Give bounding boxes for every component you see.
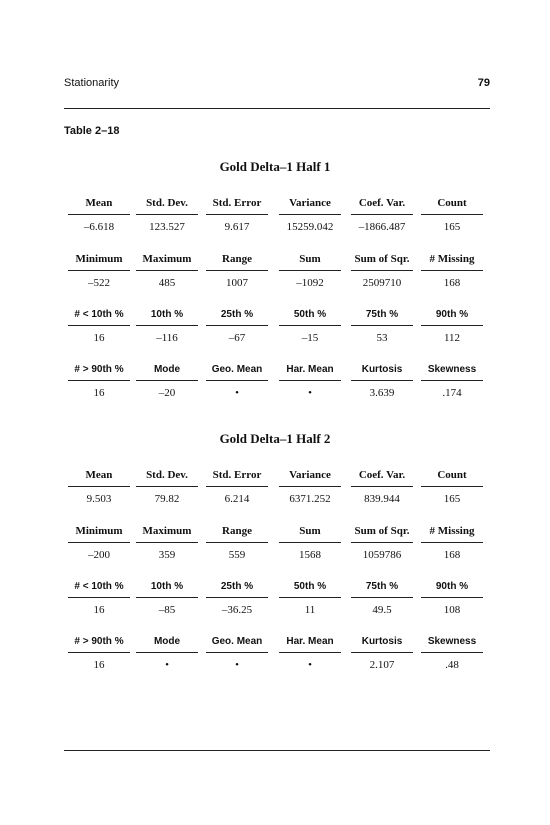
stat-value: 16 xyxy=(93,659,105,671)
stat-value: • xyxy=(235,387,239,399)
label-underline xyxy=(206,542,268,543)
stat-value-row xyxy=(64,387,490,403)
stat-value: 9.617 xyxy=(224,221,250,233)
stat-label: Coef. Var. xyxy=(358,197,406,209)
stat-value-row xyxy=(64,604,490,620)
label-underline xyxy=(206,214,268,215)
stat-label: Geo. Mean xyxy=(211,364,263,375)
stat-label-row xyxy=(64,635,490,651)
label-underline xyxy=(206,486,268,487)
stat-label: Sum of Sqr. xyxy=(354,253,410,265)
stat-value: 6371.252 xyxy=(289,493,331,505)
label-underline xyxy=(351,542,413,543)
stat-value-row xyxy=(64,493,490,509)
label-underline xyxy=(206,270,268,271)
label-underline xyxy=(279,380,341,381)
stat-label: Mean xyxy=(85,469,113,481)
label-underline xyxy=(421,652,483,653)
label-underline xyxy=(351,325,413,326)
stat-label-row xyxy=(64,197,490,213)
stat-value: 16 xyxy=(93,604,105,616)
stat-value: 1007 xyxy=(226,277,248,289)
label-underline xyxy=(136,652,198,653)
stat-value: 53 xyxy=(376,332,388,344)
stat-value: • xyxy=(308,387,312,399)
stat-label: 75th % xyxy=(365,309,399,320)
stat-value: 559 xyxy=(228,549,246,561)
stat-label: Variance xyxy=(289,469,331,481)
label-underline xyxy=(136,542,198,543)
table-id: Table 2–18 xyxy=(64,125,120,137)
stat-label: Maximum xyxy=(142,253,192,265)
label-underline xyxy=(206,325,268,326)
stat-label: Sum xyxy=(299,253,321,265)
stat-label: 75th % xyxy=(365,581,399,592)
label-underline xyxy=(279,270,341,271)
stat-label: Std. Error xyxy=(212,197,262,209)
stat-label: Kurtosis xyxy=(361,364,403,375)
label-underline xyxy=(421,214,483,215)
stat-value: 16 xyxy=(93,387,105,399)
label-underline xyxy=(279,325,341,326)
stat-value-row xyxy=(64,277,490,293)
stat-value: 1059786 xyxy=(362,549,402,561)
stat-value: 112 xyxy=(443,332,461,344)
stat-value: 485 xyxy=(158,277,176,289)
stat-value: –200 xyxy=(88,549,110,561)
stat-label: Sum xyxy=(299,525,321,537)
stat-value: • xyxy=(165,659,169,671)
stat-value: • xyxy=(235,659,239,671)
stat-value: 2509710 xyxy=(362,277,402,289)
stat-value: .48 xyxy=(445,659,459,671)
label-underline xyxy=(351,597,413,598)
label-underline xyxy=(68,270,130,271)
page-number: 79 xyxy=(477,77,490,89)
label-underline xyxy=(421,270,483,271)
stat-label: Count xyxy=(437,197,467,209)
stat-label: 90th % xyxy=(435,309,469,320)
label-underline xyxy=(136,486,198,487)
stat-value: –1866.487 xyxy=(358,221,406,233)
stat-value: 839.944 xyxy=(364,493,400,505)
label-underline xyxy=(421,325,483,326)
stat-label: Std. Error xyxy=(212,469,262,481)
label-underline xyxy=(68,380,130,381)
stat-value: 108 xyxy=(443,604,461,616)
stat-label-row xyxy=(64,308,490,324)
label-underline xyxy=(421,597,483,598)
stat-label: Sum of Sqr. xyxy=(354,525,410,537)
label-underline xyxy=(68,325,130,326)
stat-label: 10th % xyxy=(150,309,184,320)
stat-value-row xyxy=(64,549,490,565)
stat-label: Skewness xyxy=(427,364,477,375)
stat-value: .174 xyxy=(442,387,462,399)
stat-label: Minimum xyxy=(75,253,123,265)
label-underline xyxy=(351,486,413,487)
label-underline xyxy=(206,380,268,381)
stat-value: 165 xyxy=(443,221,461,233)
section-title: Gold Delta–1 Half 2 xyxy=(219,431,331,446)
label-underline xyxy=(136,325,198,326)
stat-label: Count xyxy=(437,469,467,481)
stat-label: Maximum xyxy=(142,525,192,537)
label-underline xyxy=(136,270,198,271)
stat-value: –67 xyxy=(228,332,246,344)
stat-label-row xyxy=(64,363,490,379)
label-underline xyxy=(351,380,413,381)
stat-label-row xyxy=(64,580,490,596)
label-underline xyxy=(421,380,483,381)
stat-value: –116 xyxy=(156,332,178,344)
stat-value: –522 xyxy=(88,277,110,289)
label-underline xyxy=(206,652,268,653)
stat-label: Range xyxy=(222,253,252,265)
stat-value: 6.214 xyxy=(224,493,250,505)
label-underline xyxy=(421,486,483,487)
stat-value: 49.5 xyxy=(372,604,392,616)
stat-label: Har. Mean xyxy=(286,364,334,375)
label-underline xyxy=(68,652,130,653)
label-underline xyxy=(136,380,198,381)
stat-label: Mode xyxy=(153,636,181,647)
label-underline xyxy=(279,486,341,487)
stat-label: Range xyxy=(222,525,252,537)
stat-label: 10th % xyxy=(150,581,184,592)
label-underline xyxy=(136,597,198,598)
stat-value: 16 xyxy=(93,332,105,344)
label-underline xyxy=(351,652,413,653)
stat-label: 50th % xyxy=(293,581,327,592)
stat-label: Minimum xyxy=(75,525,123,537)
stat-value: –20 xyxy=(158,387,176,399)
stat-label: Geo. Mean xyxy=(211,636,263,647)
stat-value-row xyxy=(64,659,490,675)
label-underline xyxy=(68,214,130,215)
stat-label: # < 10th % xyxy=(74,581,124,592)
stat-value: –36.25 xyxy=(221,604,253,616)
stat-value: 168 xyxy=(443,549,461,561)
stat-label: Coef. Var. xyxy=(358,469,406,481)
stat-value: –85 xyxy=(158,604,176,616)
label-underline xyxy=(136,214,198,215)
stat-label: Har. Mean xyxy=(286,636,334,647)
label-underline xyxy=(279,214,341,215)
label-underline xyxy=(68,542,130,543)
stat-label-row xyxy=(64,253,490,269)
bottom-rule xyxy=(64,750,490,751)
stat-label: Skewness xyxy=(427,636,477,647)
stat-value: 168 xyxy=(443,277,461,289)
stat-value-row xyxy=(64,332,490,348)
stat-label: 25th % xyxy=(220,581,254,592)
stat-label: Mode xyxy=(153,364,181,375)
stat-label: 25th % xyxy=(220,309,254,320)
stat-label: Variance xyxy=(289,197,331,209)
section-title: Gold Delta–1 Half 1 xyxy=(219,159,331,174)
top-rule xyxy=(64,108,490,109)
stat-value: 15259.042 xyxy=(286,221,334,233)
stat-label: Std. Dev. xyxy=(146,197,188,209)
stat-value: 3.639 xyxy=(369,387,395,399)
stat-label: # Missing xyxy=(429,525,475,537)
label-underline xyxy=(279,597,341,598)
label-underline xyxy=(279,652,341,653)
stat-value: 359 xyxy=(158,549,176,561)
stat-label-row xyxy=(64,469,490,485)
stat-value: 11 xyxy=(304,604,316,616)
label-underline xyxy=(68,486,130,487)
stat-label: # < 10th % xyxy=(74,309,124,320)
stat-label: Kurtosis xyxy=(361,636,403,647)
label-underline xyxy=(279,542,341,543)
stat-value-row xyxy=(64,221,490,237)
stat-value: –6.618 xyxy=(83,221,115,233)
label-underline xyxy=(421,542,483,543)
stat-value: 2.107 xyxy=(369,659,395,671)
label-underline xyxy=(68,597,130,598)
stat-label: 50th % xyxy=(293,309,327,320)
stat-label: # > 90th % xyxy=(74,636,124,647)
label-underline xyxy=(351,270,413,271)
label-underline xyxy=(351,214,413,215)
stat-value: 1568 xyxy=(299,549,321,561)
label-underline xyxy=(206,597,268,598)
stat-label: Std. Dev. xyxy=(146,469,188,481)
stat-value: –15 xyxy=(301,332,319,344)
stat-value: –1092 xyxy=(296,277,324,289)
stat-value: 123.527 xyxy=(149,221,185,233)
stat-value: • xyxy=(308,659,312,671)
running-title: Stationarity xyxy=(64,77,120,89)
stat-value: 79.82 xyxy=(154,493,180,505)
stat-label: 90th % xyxy=(435,581,469,592)
stat-label-row xyxy=(64,525,490,541)
stat-label: # Missing xyxy=(429,253,475,265)
stat-value: 165 xyxy=(443,493,461,505)
stat-label: Mean xyxy=(85,197,113,209)
stat-value: 9.503 xyxy=(86,493,112,505)
stat-label: # > 90th % xyxy=(74,364,124,375)
